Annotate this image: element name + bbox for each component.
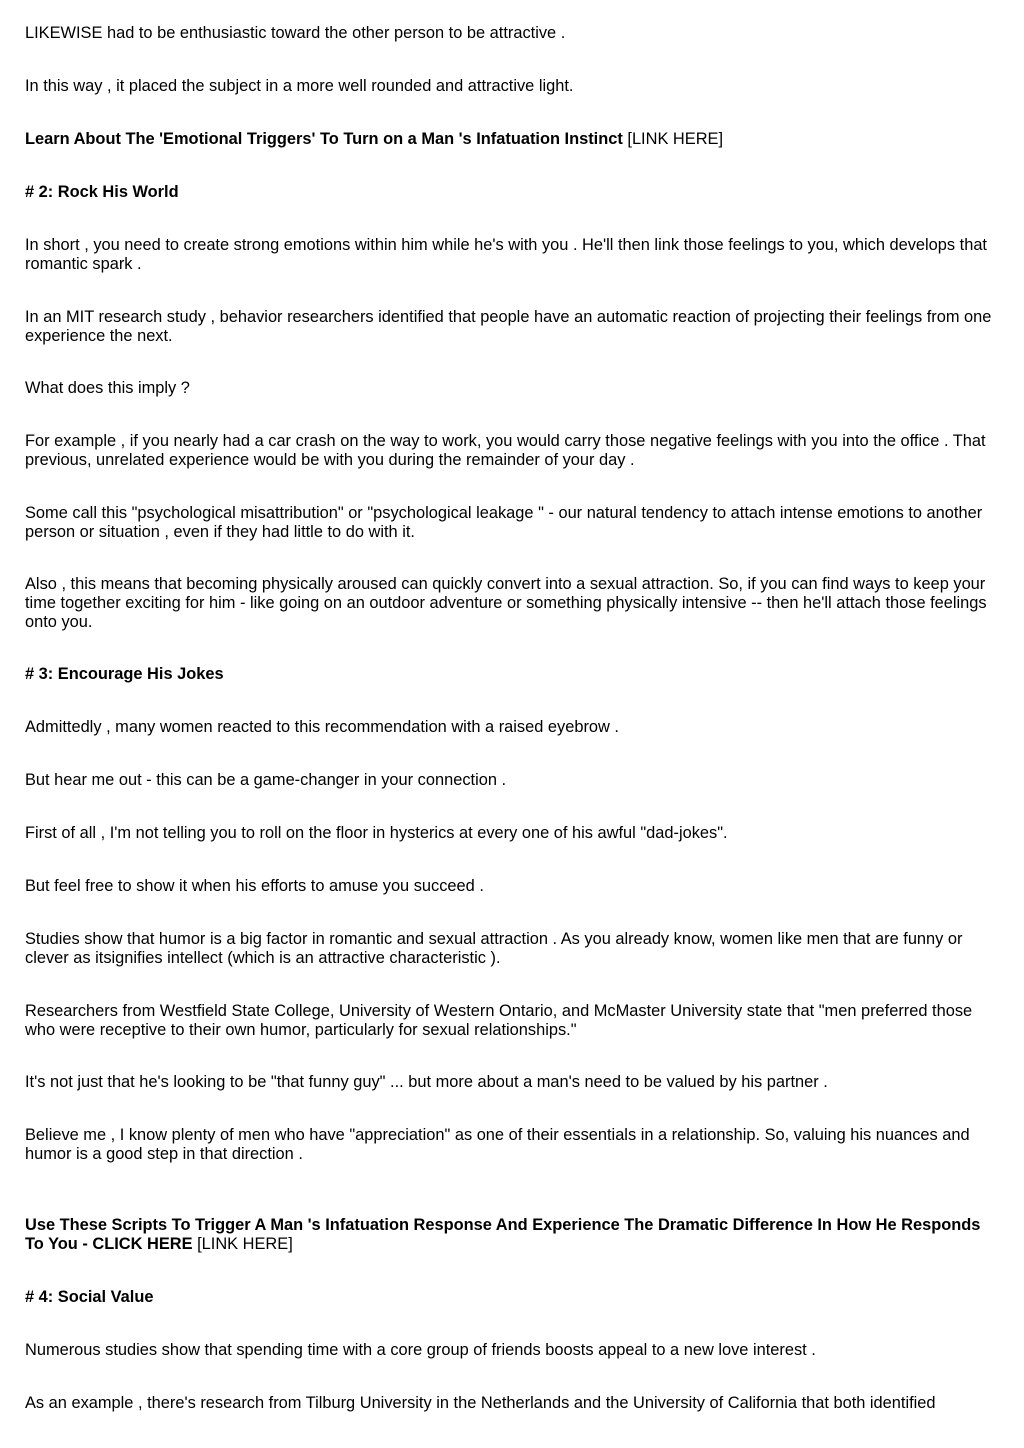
paragraph: It's not just that he's looking to be "that funny guy" ... but more about a man's need to be valued by his partner . <box>25 1073 828 1091</box>
cta-text: Use These Scripts To Trigger A Man 's Infatuation Response And Experience The Dramatic Difference In How He Responds To You - CLICK HERE <box>25 1216 981 1253</box>
paragraph: But feel free to show it when his efforts to amuse you succeed . <box>25 877 484 895</box>
paragraph: Admittedly , many women reacted to this recommendation with a raised eyebrow . <box>25 718 619 736</box>
paragraph: Researchers from Westfield State College, University of Western Ontario, and McMaster University state that "men preferred those who were receptive to their own humor, particularly for sexual relationships." <box>25 1002 973 1039</box>
paragraph: In short , you need to create strong emotions within him while he's with you . He'll then link those feelings to you, which develops that romantic spark . <box>25 236 987 273</box>
paragraph: Also , this means that becoming physically aroused can quickly convert into a sexual attraction. So, if you can find ways to keep your time together exciting for him - like going on an outdoor adventure or something physically intensive -- then he'll attach those feelings onto you. <box>25 575 987 631</box>
paragraph: Believe me , I know plenty of men who have "appreciation" as one of their essentials in a relationship. So, valuing his nuances and humor is a good step in that direction . <box>25 1126 970 1163</box>
cta-text: Learn About The 'Emotional Triggers' To Turn on a Man 's Infatuation Instinct <box>25 130 623 148</box>
link-placeholder[interactable]: [LINK HERE] <box>627 130 724 148</box>
paragraph: First of all , I'm not telling you to roll on the floor in hysterics at every one of his awful "dad-jokes". <box>25 824 728 842</box>
paragraph: But hear me out - this can be a game-changer in your connection . <box>25 771 507 789</box>
paragraph: Studies show that humor is a big factor in romantic and sexual attraction . As you already know, women like men that are funny or clever as itsignifies intellect (which is an attractive characteristic ). <box>25 930 963 967</box>
paragraph: What does this imply ? <box>25 379 190 397</box>
paragraph: LIKEWISE had to be enthusiastic toward the other person to be attractive . <box>25 24 566 42</box>
paragraph: As an example , there's research from Tilburg University in the Netherlands and the University of California that both identified <box>25 1394 936 1412</box>
cta-heading-1 <box>25 130 995 149</box>
paragraph: In an MIT research study , behavior researchers identified that people have an automatic reaction of projecting their feelings from one experience the next. <box>25 308 992 345</box>
section-heading-2: # 2: Rock His World <box>25 183 179 201</box>
link-placeholder[interactable]: [LINK HERE] <box>197 1235 293 1253</box>
section-heading-4: # 4: Social Value <box>25 1288 154 1306</box>
paragraph: In this way , it placed the subject in a more well rounded and attractive light. <box>25 77 574 95</box>
cta-heading-2 <box>25 1216 995 1254</box>
paragraph: For example , if you nearly had a car crash on the way to work, you would carry those negative feelings with you into the office . That previous, unrelated experience would be with you during the remainder of your day . <box>25 432 986 469</box>
section-heading-3: # 3: Encourage His Jokes <box>25 665 224 683</box>
paragraph: Numerous studies show that spending time with a core group of friends boosts appeal to a new love interest . <box>25 1341 816 1359</box>
paragraph: Some call this "psychological misattribution" or "psychological leakage " - our natural tendency to attach intense emotions to another person or situation , even if they had little to do with it. <box>25 504 983 541</box>
